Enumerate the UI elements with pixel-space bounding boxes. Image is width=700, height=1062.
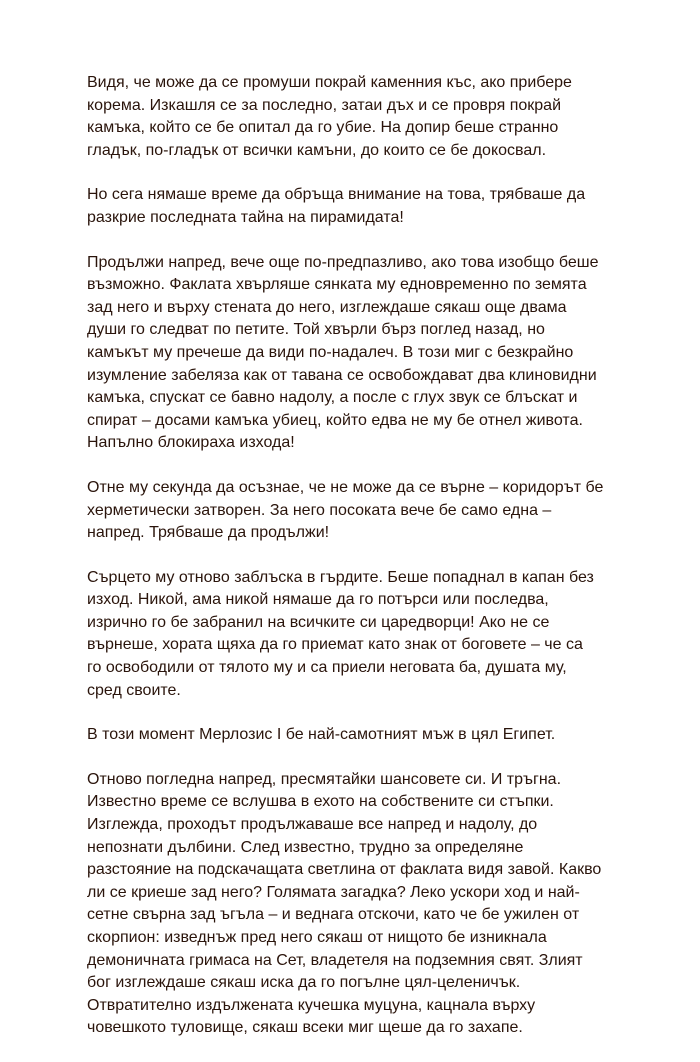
paragraph-3: Продължи напред, вече още по-предпазливо, ако това изобщо беше възможно. Факлата хвърляше сянката му едновременно по земята зад него и върху стената до него, изглеждаше сякаш още двама души го следват по петите. Той хвърли бърз поглед назад, но камъкът му пречеше да види по-надалеч. В този миг с безкрайно изумление забеляза как от тавана се освобождават два клиновидни камъка, спускат се бавно надолу, а после с глух звук се блъскат и спират – досами камъка убиец, който едва не му бе отнел живота. Напълно блокираха изхода! [87,253,599,452]
paragraph-7: Отново погледна напред, пресмятайки шансовете си. И тръгна. Известно време се вслушва в ехото на собствените си стъпки. Изглежда, проходът продължаваше все напред и надолу, до непознати дълбини. След известно, трудно за определяне разстояние на подскачащата светлина от факлата видя завой. Какво ли се криеше зад него? Голямата загадка? Леко ускори ход и най- сетне свърна зад ъгъла – и веднага отскочи, като че бе ужилен от скорпион: изведнъж пред него сякаш от нищото бе изникнала демоничната гримаса на Сет, владетеля на подземния свят. Злият бог изглеждаше сякаш иска да го погълне цял-целеничък. Отвратително издължената кучешка муцуна, кацнала върху човешкото туловище, сякаш всеки миг щеше да го захапе. [87,770,602,1037]
paragraph-1: Видя, че може да се промуши покрай каменния къс, ако прибере корема. Изкашля се за последно, затаи дъх и се провря покрай камъка, който се бе опитал да го убие. На допир беше странно гладък, по-гладък от всички камъни, до които се бе докосвал. [87,74,572,159]
paragraph-2: Но сега нямаше време да обръща внимание на това, трябваше да разкрие последната тайна на пирамидата! [87,186,586,226]
paragraph-6: В този момент Мерлозис I бе най-самотният мъж в цял Египет. [87,726,556,744]
paragraph-4: Отне му секунда да осъзнае, че не може да се върне – коридорът бе херметически затворен. За него посоката вече бе само една – напред. Трябваше да продължи! [87,478,604,542]
document-body [87,72,647,1062]
paragraph-5: Сърцето му отново заблъска в гърдите. Беше попаднал в капан без изход. Никой, ама никой нямаше да го потърси или последва, изрично го бе забранил на всичките си царедворци! Ако не се върнеше, хората щяха да го приемат като знак от боговете – че са го освободили от тялото му и са приели неговата ба, душата му, сред своите. [87,568,594,699]
